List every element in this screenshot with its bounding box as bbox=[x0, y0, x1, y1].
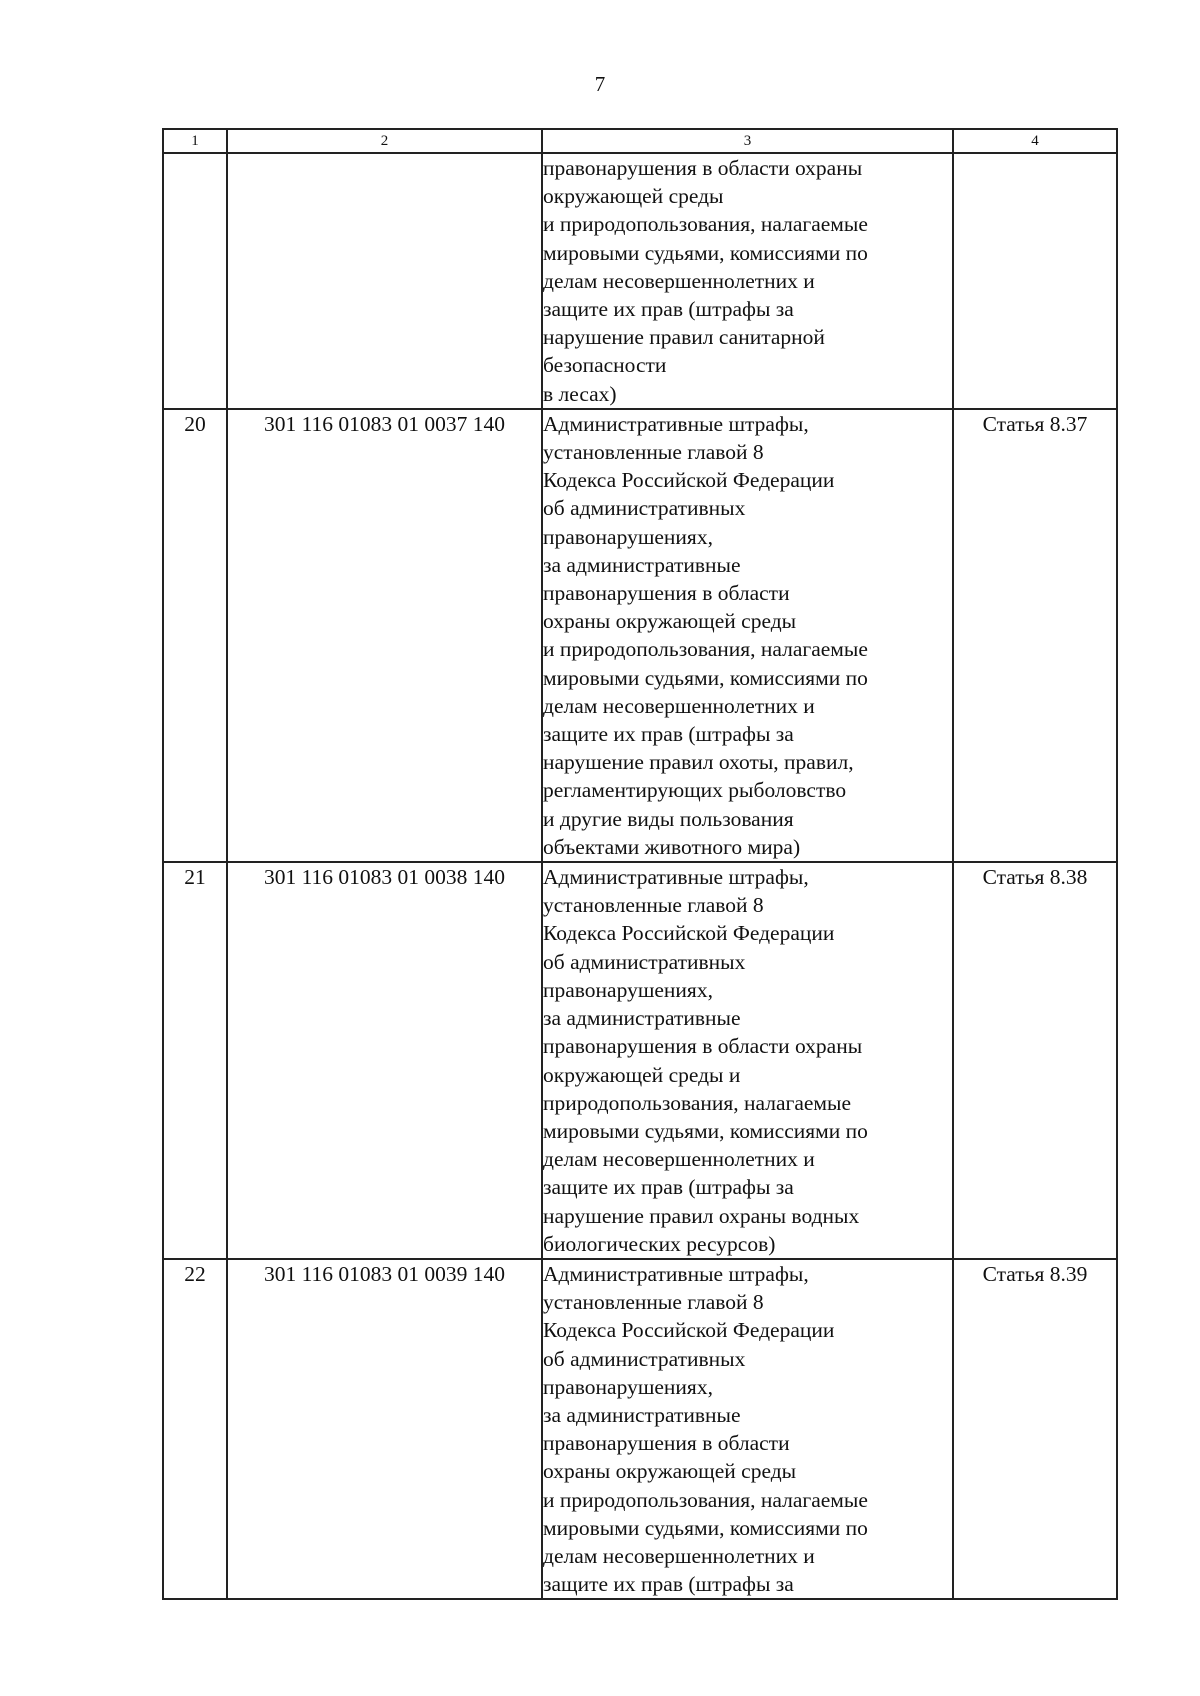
budget-codes-table bbox=[162, 128, 1118, 1600]
description-line: мировыми судьями, комиссиями по bbox=[543, 1118, 868, 1143]
description-line: нарушение правил охраны водных bbox=[543, 1203, 860, 1228]
table-row bbox=[163, 862, 1117, 1259]
header-col-4: 4 bbox=[953, 129, 1117, 153]
description-line: и природопользования, налагаемые bbox=[543, 637, 868, 662]
income-description bbox=[542, 1259, 953, 1599]
header-col-2: 2 bbox=[227, 129, 542, 153]
description-line: Административные штрафы, bbox=[543, 1261, 809, 1286]
table-header bbox=[163, 129, 1117, 153]
table-row bbox=[163, 153, 1117, 409]
description-line: в лесах) bbox=[543, 381, 617, 406]
description-line: природопользования, налагаемые bbox=[543, 1090, 852, 1115]
description-line: правонарушения в области охраны bbox=[543, 156, 863, 180]
description-line: мировыми судьями, комиссиями по bbox=[543, 665, 868, 690]
description-line: регламентирующих рыболовство bbox=[543, 778, 847, 803]
description-line: Кодекса Российской Федерации bbox=[543, 468, 835, 493]
description-line: Кодекса Российской Федерации bbox=[543, 1318, 835, 1343]
budget-classification-code: 301 116 01083 01 0039 140 bbox=[227, 1259, 542, 1599]
description-line: об административных bbox=[543, 949, 746, 974]
description-line: Административные штрафы, bbox=[543, 865, 809, 890]
header-col-1: 1 bbox=[163, 129, 227, 153]
page-number: 7 bbox=[594, 72, 606, 96]
table-row bbox=[163, 409, 1117, 862]
description-line: биологических ресурсов) bbox=[543, 1231, 776, 1256]
description-line: объектами животного мира) bbox=[543, 834, 801, 859]
description-line: Административные штрафы, bbox=[543, 411, 809, 436]
code-article: Статья 8.38 bbox=[953, 862, 1117, 1259]
description-line: окружающей среды и bbox=[543, 1062, 741, 1087]
code-article: Статья 8.39 bbox=[953, 1259, 1117, 1599]
description-line: об административных bbox=[543, 1346, 746, 1371]
description-line: мировыми судьями, комиссиями по bbox=[543, 1515, 868, 1540]
description-line: за административные bbox=[543, 1006, 741, 1031]
description-line: правонарушения в области охраны bbox=[543, 1034, 863, 1059]
description-line: защите их прав (штрафы за bbox=[543, 722, 794, 747]
description-line: правонарушениях, bbox=[543, 1374, 713, 1399]
description-line: мировыми судьями, комиссиями по bbox=[543, 240, 868, 265]
budget-classification-code: 301 116 01083 01 0038 140 bbox=[227, 862, 542, 1259]
description-line: за административные bbox=[543, 1402, 741, 1427]
description-line: установленные главой 8 bbox=[543, 440, 764, 465]
row-number: 22 bbox=[163, 1259, 227, 1599]
description-line: правонарушениях, bbox=[543, 977, 713, 1002]
description-line: установленные главой 8 bbox=[543, 1290, 764, 1315]
description-line: нарушение правил охоты, правил, bbox=[543, 750, 854, 775]
row-number: 20 bbox=[163, 409, 227, 862]
description-line: об административных bbox=[543, 496, 746, 521]
row-number bbox=[163, 153, 227, 409]
description-line: охраны окружающей среды bbox=[543, 1459, 797, 1484]
description-line: правонарушения в области bbox=[543, 581, 790, 606]
description-line: Кодекса Российской Федерации bbox=[543, 921, 835, 946]
description-line: нарушение правил санитарной bbox=[543, 325, 825, 350]
description-line: защите их прав (штрафы за bbox=[543, 297, 794, 322]
description-line: за административные bbox=[543, 552, 741, 577]
description-line: и природопользования, налагаемые bbox=[543, 1487, 868, 1512]
description-line: защите их прав (штрафы за bbox=[543, 1572, 794, 1597]
row-number: 21 bbox=[163, 862, 227, 1259]
description-line: делам несовершеннолетних и bbox=[543, 693, 815, 718]
table-body bbox=[163, 153, 1117, 1599]
description-line: делам несовершеннолетних и bbox=[543, 1543, 815, 1568]
income-description bbox=[542, 409, 953, 862]
description-line: охраны окружающей среды bbox=[543, 609, 797, 634]
description-line: делам несовершеннолетних и bbox=[543, 1147, 815, 1172]
description-line: и другие виды пользования bbox=[543, 806, 794, 831]
table-row bbox=[163, 1259, 1117, 1599]
budget-classification-code: 301 116 01083 01 0037 140 bbox=[227, 409, 542, 862]
code-article bbox=[953, 153, 1117, 409]
description-line: установленные главой 8 bbox=[543, 893, 764, 918]
header-col-3: 3 bbox=[542, 129, 953, 153]
description-line: безопасности bbox=[543, 353, 667, 378]
description-line: и природопользования, налагаемые bbox=[543, 212, 868, 237]
description-line: защите их прав (штрафы за bbox=[543, 1175, 794, 1200]
budget-classification-code bbox=[227, 153, 542, 409]
description-line: правонарушения в области bbox=[543, 1431, 790, 1456]
code-article: Статья 8.37 bbox=[953, 409, 1117, 862]
income-description bbox=[542, 153, 953, 409]
income-description bbox=[542, 862, 953, 1259]
description-line: окружающей среды bbox=[543, 184, 724, 209]
description-line: делам несовершеннолетних и bbox=[543, 268, 815, 293]
description-line: правонарушениях, bbox=[543, 524, 713, 549]
header-row bbox=[163, 129, 1117, 153]
